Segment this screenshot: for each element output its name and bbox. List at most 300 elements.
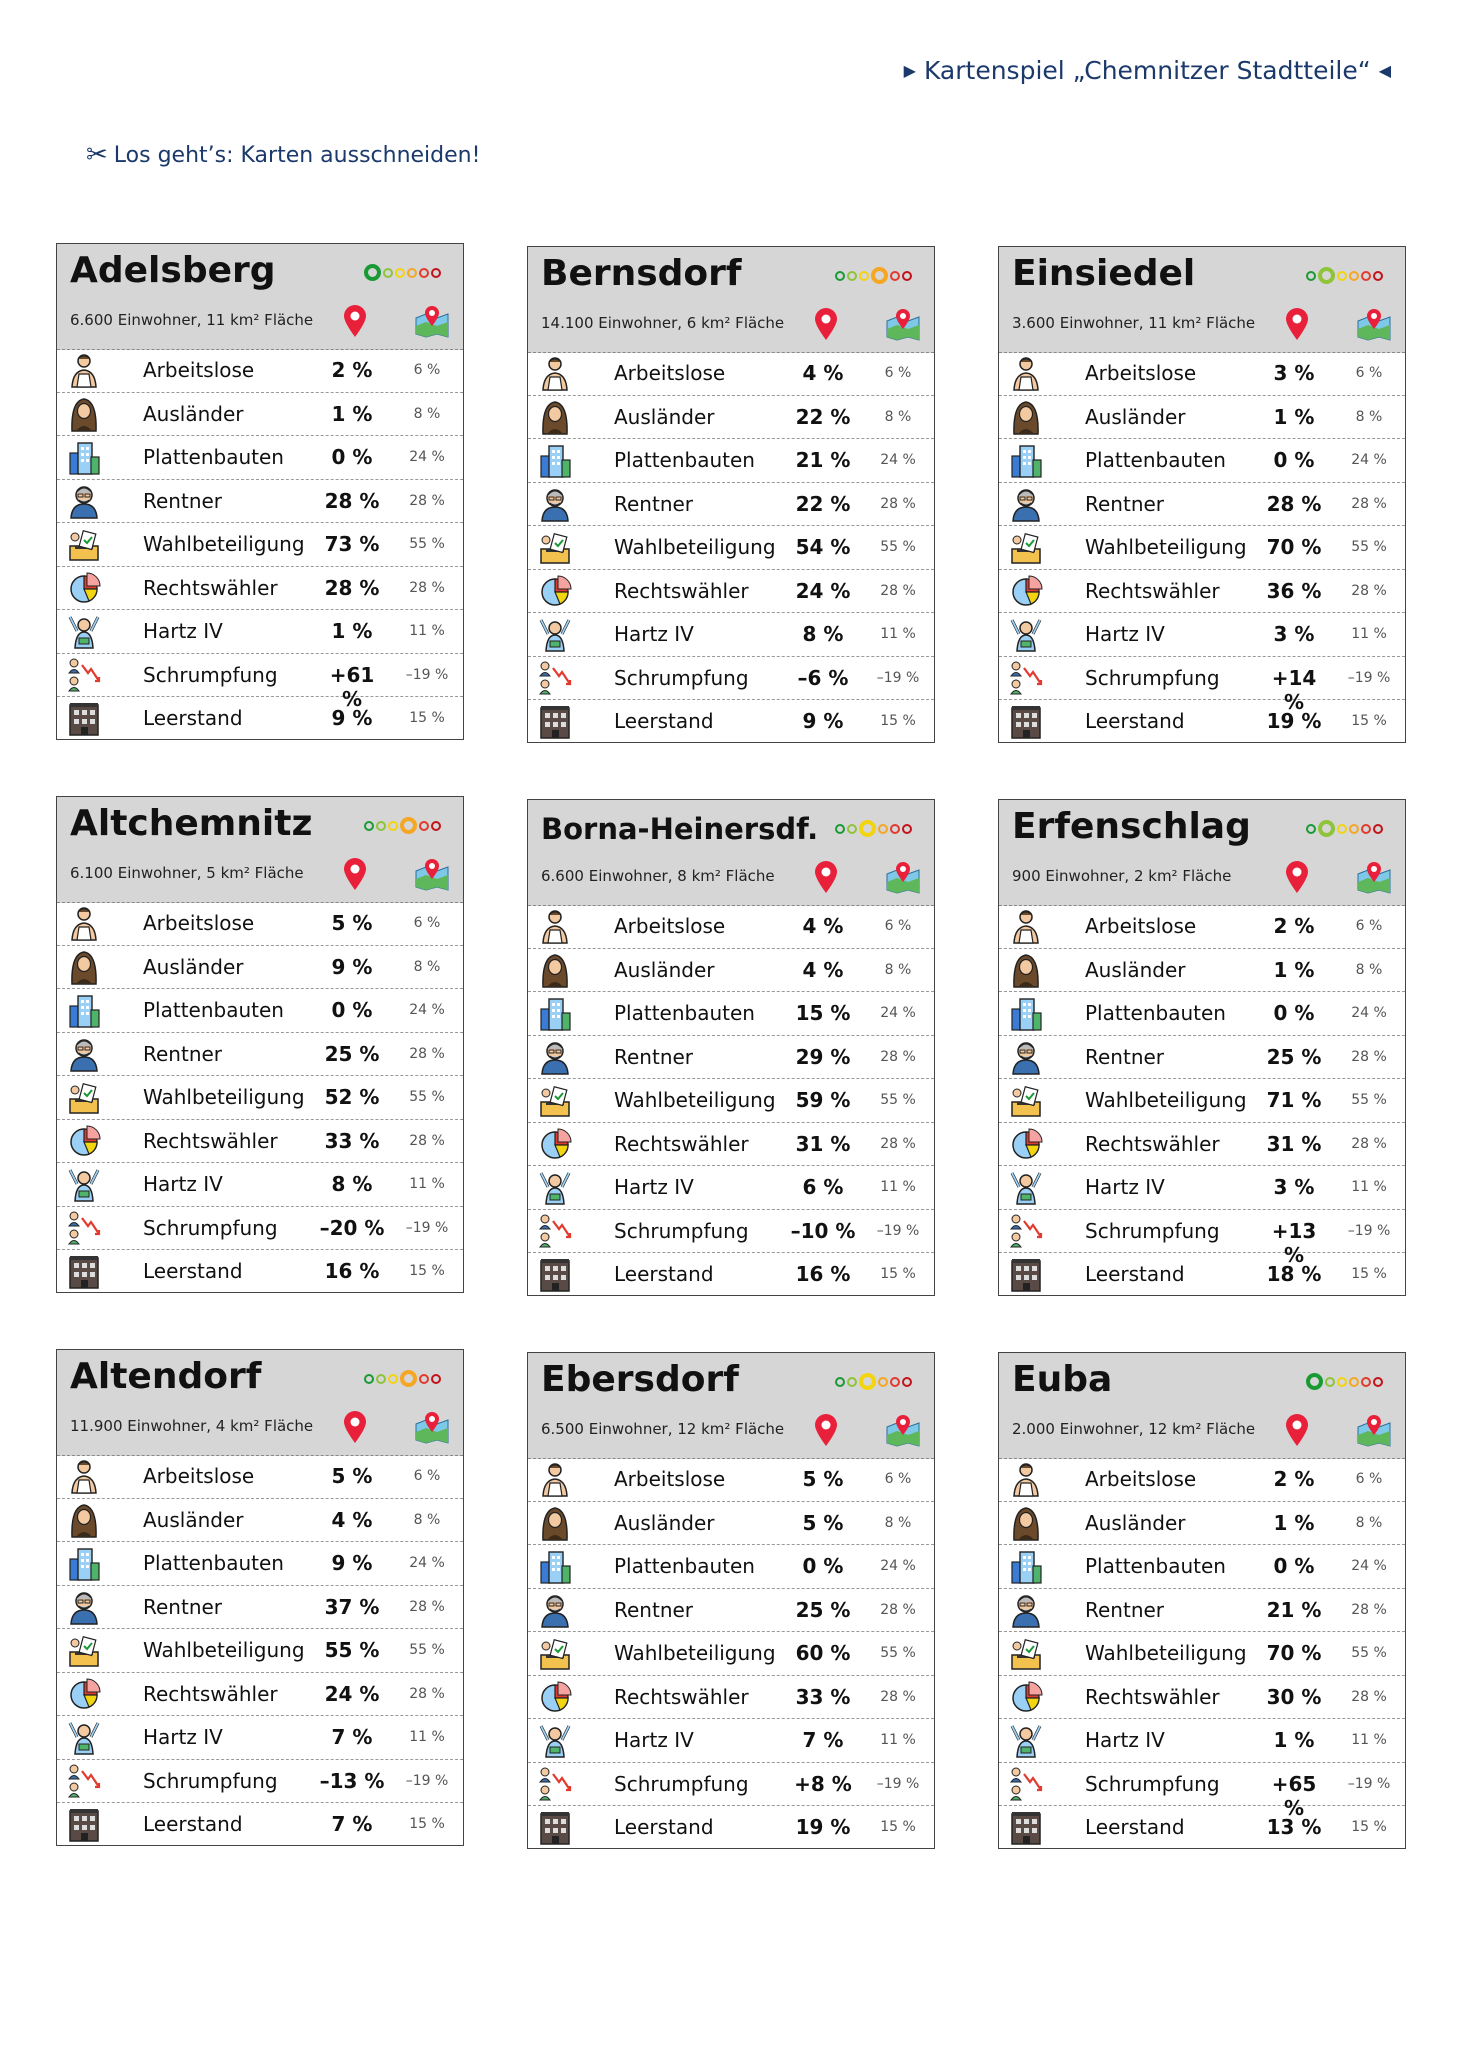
stat-label: Ausländer [614,1510,715,1535]
apartment-block-icon [67,992,101,1028]
stat-average: 8 % [1355,1514,1383,1531]
stat-average: –19 % [1347,1222,1391,1239]
stat-average: 24 % [409,1002,445,1018]
stat-value: 0 % [331,445,373,469]
stat-row [999,905,1405,949]
stat-row [57,1542,463,1586]
senior-man-icon [1009,1039,1043,1075]
rating-dot [1337,824,1347,834]
rating-dot [902,824,912,834]
stat-value: 59 % [795,1088,851,1112]
stat-row [57,946,463,990]
stat-label: Schrumpfung [614,1771,749,1796]
stat-row [528,1458,934,1502]
rating-dots [1306,267,1383,284]
stat-row [528,992,934,1036]
card-info: 6.500 Einwohner, 12 km² Fläche [541,1420,785,1438]
rating-dot [902,1377,912,1387]
stat-average: –19 % [1347,1775,1391,1792]
stat-value: 8 % [331,1172,373,1196]
vacant-building-icon [1009,1809,1043,1845]
stat-label: Rechtswähler [614,578,749,603]
stat-rows [528,352,934,742]
stat-value: 7 % [331,1725,373,1749]
stat-average: 6 % [884,1471,912,1487]
stat-row [999,657,1405,714]
stat-value: 1 % [1273,404,1315,429]
card-header [57,244,463,350]
shrinking-population-icon [1009,660,1043,696]
apartment-block-icon [538,1548,572,1584]
stat-average: 6 % [413,915,441,931]
stat-label: Plattenbauten [1085,1001,1226,1025]
stat-label: Leerstand [614,709,714,733]
stat-row [57,1120,463,1164]
vacant-building-icon [67,1806,101,1842]
stat-value: 54 % [795,535,851,559]
stat-label: Ausländer [1085,1510,1186,1535]
stat-label: Rentner [614,1597,694,1622]
stat-row [528,1253,934,1297]
card-info: 2.000 Einwohner, 12 km² Fläche [1012,1420,1256,1438]
rating-dots [835,820,912,837]
hijab-woman-icon [538,1505,572,1541]
stat-row [528,1502,934,1546]
stat-label: Wahlbeteiligung [614,1641,776,1665]
stat-label: Hartz IV [143,1725,223,1749]
stat-label: Rentner [143,1041,223,1066]
map-icon [415,1410,449,1444]
apartment-block-icon [1009,442,1043,478]
rating-dot [1337,1377,1347,1387]
stat-row [999,352,1405,396]
stat-rows [57,1455,463,1845]
stat-average: 15 % [1351,1819,1387,1835]
stat-label: Leerstand [614,1262,714,1286]
stat-row [528,1545,934,1589]
vacant-building-icon [538,1256,572,1292]
stat-average: 28 % [1351,582,1387,599]
shrinking-population-icon [1009,1766,1043,1802]
shrinking-population-icon [67,1763,101,1799]
rating-dot [847,1377,857,1387]
hijab-woman-icon [538,952,572,988]
district-card [56,796,464,1293]
rating-dot [364,821,374,831]
stat-average: 55 % [880,1645,916,1661]
senior-man-icon [538,1592,572,1628]
rating-dots [364,817,441,834]
stat-average: 28 % [880,495,916,512]
stat-value: 4 % [802,957,844,982]
stat-label: Plattenbauten [1085,448,1226,472]
hijab-woman-icon [67,949,101,985]
stat-row [57,610,463,654]
stat-row [999,1079,1405,1123]
stat-row [57,349,463,393]
senior-man-icon [67,1589,101,1625]
stat-row [999,1763,1405,1820]
card-info: 900 Einwohner, 2 km² Fläche [1012,867,1232,885]
card-header [999,247,1405,353]
stat-value: –10 % [790,1218,856,1243]
stat-average: 6 % [413,1468,441,1484]
stat-average: 11 % [1351,1179,1387,1195]
stat-average: 8 % [1355,408,1383,425]
stat-label: Hartz IV [614,1728,694,1752]
pie-chart-icon [67,1676,101,1712]
stat-value: –13 % [319,1768,385,1793]
rating-dot-active [1318,267,1335,284]
rating-dot [1361,824,1371,834]
vacant-building-icon [67,700,101,736]
stat-value: 1 % [1273,957,1315,982]
stat-label: Ausländer [143,1507,244,1532]
pie-chart-icon [1009,573,1043,609]
stat-row [528,657,934,701]
stat-average: 28 % [409,492,445,509]
stat-average: 8 % [1355,961,1383,978]
stat-average: 15 % [880,713,916,729]
stat-label: Arbeitslose [614,361,726,385]
stat-label: Rentner [143,488,223,513]
stat-label: Rentner [143,1594,223,1619]
stat-average: 24 % [409,1555,445,1571]
stat-label: Wahlbeteiligung [614,535,776,559]
rating-dot-active [859,1373,876,1390]
cheering-man-icon [538,616,572,652]
apartment-block-icon [1009,995,1043,1031]
stat-label: Rentner [1085,1044,1165,1069]
worker-icon [1009,355,1043,391]
stat-row [528,1166,934,1210]
stat-average: –19 % [876,1775,920,1792]
stat-label: Ausländer [614,404,715,429]
vacant-building-icon [1009,703,1043,739]
stat-value: 24 % [795,578,851,603]
location-pin-icon [1284,860,1310,894]
stat-label: Hartz IV [1085,1175,1165,1199]
stat-average: 8 % [413,1511,441,1528]
card-title: Altchemnitz [70,803,313,844]
cheering-man-icon [67,1166,101,1202]
rating-dot [878,824,888,834]
stat-average: 8 % [884,408,912,425]
stat-row [528,905,934,949]
stat-label: Rechtswähler [143,1681,278,1706]
stat-average: 6 % [1355,1471,1383,1487]
cheering-man-icon [538,1169,572,1205]
card-info: 6.100 Einwohner, 5 km² Fläche [70,864,304,882]
rating-dot [878,1377,888,1387]
rating-dot [890,271,900,281]
stat-average: 28 % [880,1135,916,1152]
stat-row [528,1676,934,1720]
map-icon [1357,1413,1391,1447]
rating-dot [1306,824,1316,834]
stat-row [57,902,463,946]
stat-average: 28 % [409,579,445,596]
stat-label: Plattenbauten [614,448,755,472]
stat-average: 55 % [409,1642,445,1658]
senior-man-icon [67,483,101,519]
stat-value: 16 % [324,1259,380,1283]
rating-dot-active [859,820,876,837]
stat-value: 7 % [331,1812,373,1836]
stat-label: Plattenbauten [614,1001,755,1025]
stat-average: 6 % [884,918,912,934]
stat-rows [999,905,1405,1295]
worker-icon [67,352,101,388]
rating-dot [388,1374,398,1384]
stat-value: –20 % [319,1215,385,1240]
stat-row [57,1207,463,1251]
stat-label: Ausländer [614,957,715,982]
stat-value: 15 % [795,1001,851,1025]
senior-man-icon [538,1039,572,1075]
stat-average: 11 % [409,1176,445,1192]
stat-label: Schrumpfung [143,662,278,687]
page-header [904,56,1391,85]
stat-value: +61 % [329,662,375,711]
card-title: Ebersdorf [541,1359,739,1400]
stat-average: 15 % [880,1266,916,1282]
stat-label: Leerstand [143,706,243,730]
rating-dots [364,1370,441,1387]
stat-average: 28 % [409,1132,445,1149]
cheering-man-icon [1009,1722,1043,1758]
card-info: 6.600 Einwohner, 11 km² Fläche [70,311,314,329]
ballot-box-icon [1009,529,1043,565]
stat-label: Arbeitslose [1085,1467,1197,1491]
rating-dot-active [400,817,417,834]
worker-icon [67,1458,101,1494]
stat-row [528,570,934,614]
stat-value: 19 % [795,1815,851,1839]
pie-chart-icon [1009,1126,1043,1162]
shrinking-population-icon [67,657,101,693]
rating-dot [1373,271,1383,281]
map-icon [886,307,920,341]
card-header [528,1353,934,1459]
stat-row [999,1719,1405,1763]
stat-label: Schrumpfung [1085,1218,1220,1243]
instruction-text: Los geht’s: Karten ausschneiden! [113,142,481,168]
stat-average: 24 % [880,1558,916,1574]
stat-value: 60 % [795,1641,851,1665]
stat-label: Schrumpfung [614,1218,749,1243]
stat-value: 0 % [331,998,373,1022]
triangle-left-icon: ◀ [1378,61,1391,80]
stat-label: Leerstand [1085,709,1185,733]
hijab-woman-icon [67,1502,101,1538]
rating-dot [1337,271,1347,281]
stat-average: 11 % [1351,1732,1387,1748]
rating-dot [835,271,845,281]
stat-row [999,1166,1405,1210]
stat-label: Plattenbauten [143,445,284,469]
page-title: Kartenspiel „Chemnitzer Stadtteile“ [923,56,1371,85]
location-pin-icon [1284,1413,1310,1447]
stat-average: 8 % [413,405,441,422]
district-card [998,799,1406,1296]
stat-average: 55 % [409,536,445,552]
instruction [86,140,480,170]
district-card [998,246,1406,743]
stat-label: Rentner [614,1044,694,1069]
stat-row [57,697,463,741]
stat-value: 37 % [324,1594,380,1619]
stat-value: 25 % [1266,1044,1322,1069]
stat-row [528,1589,934,1633]
card-header [999,1353,1405,1459]
stat-average: 11 % [409,1729,445,1745]
stat-row [999,1502,1405,1546]
stat-row [57,523,463,567]
ballot-box-icon [538,529,572,565]
stat-row [999,1632,1405,1676]
stat-row [57,393,463,437]
stat-label: Rechtswähler [1085,1684,1220,1709]
stat-rows [528,905,934,1295]
stat-row [528,1036,934,1080]
stat-label: Plattenbauten [614,1554,755,1578]
rating-dot [1325,1377,1335,1387]
senior-man-icon [1009,1592,1043,1628]
stat-value: 28 % [324,575,380,600]
stat-row [528,1123,934,1167]
location-pin-icon [813,1413,839,1447]
stat-row [528,352,934,396]
cheering-man-icon [1009,616,1043,652]
stat-label: Arbeitslose [143,911,255,935]
stat-average: 55 % [880,539,916,555]
stat-value: 1 % [1273,1510,1315,1535]
senior-man-icon [67,1036,101,1072]
stat-average: 24 % [880,452,916,468]
rating-dot [835,1377,845,1387]
stat-value: 4 % [331,1507,373,1532]
stat-value: 0 % [1273,448,1315,472]
rating-dot [388,821,398,831]
stat-label: Hartz IV [143,1172,223,1196]
stat-value: 18 % [1266,1262,1322,1286]
card-title: Borna-Heinersdf. [541,812,819,846]
stat-average: –19 % [1347,669,1391,686]
stat-label: Wahlbeteiligung [1085,1088,1247,1112]
stat-value: 33 % [795,1684,851,1709]
stat-row [57,436,463,480]
stat-value: 3 % [1273,361,1315,385]
stat-label: Arbeitslose [614,914,726,938]
stat-row [528,1719,934,1763]
card-info: 6.600 Einwohner, 8 km² Fläche [541,867,775,885]
stat-average: 28 % [1351,1688,1387,1705]
district-card [998,1352,1406,1849]
ballot-box-icon [1009,1082,1043,1118]
stat-average: 28 % [880,1688,916,1705]
stat-label: Leerstand [1085,1815,1185,1839]
stat-value: 0 % [802,1554,844,1578]
stat-label: Ausländer [1085,957,1186,982]
rating-dot [902,271,912,281]
stat-value: 0 % [1273,1001,1315,1025]
stat-value: 30 % [1266,1684,1322,1709]
stat-row [999,1589,1405,1633]
worker-icon [538,908,572,944]
vacant-building-icon [538,703,572,739]
stat-label: Wahlbeteiligung [1085,1641,1247,1665]
card-title: Adelsberg [70,250,276,291]
stat-average: 11 % [409,623,445,639]
stat-value: 55 % [324,1638,380,1662]
stat-average: 15 % [409,710,445,726]
rating-dot [1361,1377,1371,1387]
stat-value: 4 % [802,361,844,385]
rating-dot [890,1377,900,1387]
stat-label: Rentner [1085,1597,1165,1622]
stat-label: Ausländer [143,401,244,426]
stat-average: 28 % [1351,1135,1387,1152]
stat-average: 15 % [880,1819,916,1835]
cheering-man-icon [67,1719,101,1755]
rating-dot [383,268,393,278]
pie-chart-icon [1009,1679,1043,1715]
card-header [999,800,1405,906]
stat-label: Rechtswähler [1085,1131,1220,1156]
stat-row [57,1716,463,1760]
stat-average: 8 % [884,1514,912,1531]
location-pin-icon [342,857,368,891]
map-icon [886,860,920,894]
stat-rows [999,1458,1405,1848]
stat-value: 28 % [324,488,380,513]
card-info: 3.600 Einwohner, 11 km² Fläche [1012,314,1256,332]
rating-dots [835,1373,912,1390]
stat-value: 70 % [1266,535,1322,559]
card-header [528,247,934,353]
stat-label: Leerstand [614,1815,714,1839]
stat-label: Arbeitslose [1085,361,1197,385]
stat-value: 31 % [795,1131,851,1156]
stat-row [57,1586,463,1630]
card-title: Einsiedel [1012,253,1196,294]
rating-dot [890,824,900,834]
stat-row [528,1763,934,1807]
apartment-block-icon [538,995,572,1031]
stat-label: Schrumpfung [143,1215,278,1240]
stat-row [57,567,463,611]
stat-value: 7 % [802,1728,844,1752]
stat-value: 22 % [795,491,851,516]
stat-value: 70 % [1266,1641,1322,1665]
rating-dot [1349,1377,1359,1387]
rating-dot [431,1374,441,1384]
stat-average: 24 % [1351,452,1387,468]
stat-value: 9 % [802,709,844,733]
stat-label: Plattenbauten [143,1551,284,1575]
stat-label: Arbeitslose [143,358,255,382]
pie-chart-icon [538,573,572,609]
stat-label: Wahlbeteiligung [143,532,305,556]
stat-value: 4 % [802,914,844,938]
stat-value: 5 % [802,1510,844,1535]
stat-row [528,1806,934,1850]
apartment-block-icon [67,439,101,475]
senior-man-icon [538,486,572,522]
stat-row [999,1253,1405,1297]
stat-value: 2 % [331,358,373,382]
